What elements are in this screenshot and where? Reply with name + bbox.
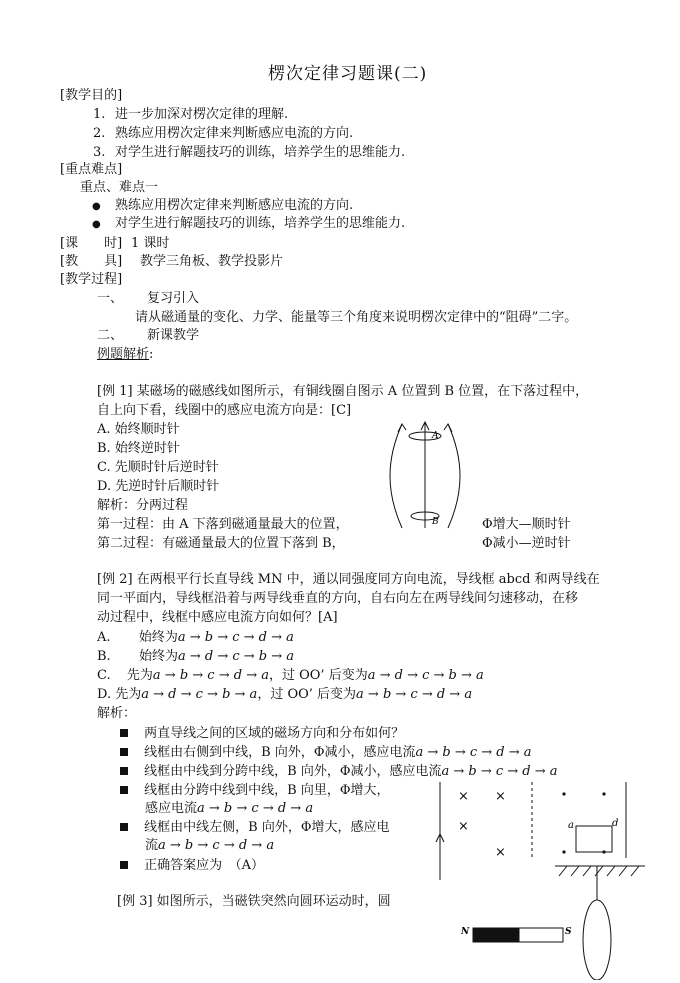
bar-magnet-north [473,928,519,942]
analysis-bullet-4-sequence: a → b → c → d → a [197,801,314,816]
bullet-dot-icon: ● [92,219,101,230]
page-title: 楞次定律习题课(二) [268,64,428,84]
square-bullet-icon [120,748,128,756]
example-2-option-d [97,687,472,703]
option-d-label: D. [97,687,112,702]
analysis-bullet-5-cont-text: 流 [145,838,159,853]
analysis-bullet-2-text: 线框由右侧到中线，B 向外，Φ减小，感应电流 [144,745,416,760]
analysis-bullet-5-sequence: a → b → c → d → a [158,838,275,853]
option-d-mid: ，过 OO’ 后变为 [257,687,357,702]
example-2-option-b [97,649,294,665]
section-purpose: [教学目的] [60,88,123,103]
analysis-bullet-3 [120,764,558,780]
field-into-mark: × [495,845,506,860]
period-value: 1 课时 [131,236,170,251]
option-c-sequence-2: a → d → c → b → a [367,668,484,683]
field-into-mark: × [458,819,469,834]
analysis-bullet-2 [120,745,532,761]
field-into-mark: × [495,789,506,804]
analysis-bullet-6 [120,858,264,874]
frame-label-d: d [612,818,619,829]
tools-label: [教 具] [60,254,123,269]
examples-heading [97,347,153,363]
example-2-option-a [97,630,294,646]
square-bullet-icon [120,767,128,775]
field-into-mark: × [458,789,469,804]
option-a-sequence: a → b → c → d → a [177,630,294,645]
example-1-analysis: 解析：分两过程 [97,498,189,513]
field-line-left [390,424,402,528]
example-1-line-1: [例 1] 某磁场的磁感线如图所示，有铜线圈自图示 A 位置到 B 位置，在下落过程中， [97,384,589,399]
magnet-label-n: N [461,927,470,937]
magnet-ring-figure [455,852,655,980]
option-b-text: 始终为 [138,649,178,664]
analysis-bullet-4 [120,783,389,799]
option-a-text: 始终为 [138,630,178,645]
example-1-line-2: 自上向下看，线圈中的感应电流方向是：[C] [97,403,352,418]
example-2-line-3: 动过程中，线框中感应电流方向如何？[A] [97,610,338,625]
tools-value: 教学三角板、教学投影片 [140,254,284,269]
section-key-points: [重点难点] [60,162,123,177]
field-out-dot [562,792,565,795]
field-lines-figure [380,420,470,532]
example-3-line-1: [例 3] 如图所示，当磁铁突然向圆环运动时，圆 [117,894,391,909]
example-1-option-b: B. 始终逆时针 [97,441,180,456]
key-item-1: 熟练应用楞次定律来判断感应电流的方向. [115,198,354,213]
metal-ring [583,900,611,980]
square-bullet-icon [120,729,128,737]
step-1-title: 复习引入 [147,291,200,306]
analysis-bullet-5-continued [145,838,274,854]
analysis-bullet-4-cont-text: 感应电流 [145,801,198,816]
section-process: [教学过程] [60,272,123,287]
bar-magnet-south [519,928,563,942]
square-bullet-icon [120,861,128,869]
analysis-bullet-1 [120,726,404,742]
analysis-bullet-4-continued [145,801,313,817]
frame-label-a: a [568,820,574,831]
square-bullet-icon [120,823,128,831]
purpose-num-2: 2. [93,126,106,141]
analysis-bullet-1-text: 两直导线之间的区域的磁场方向和分布如何？ [144,726,405,741]
option-c-text: 先为 [126,668,153,683]
purpose-item-3: 对学生进行解题技巧的训练，培养学生的思维能力. [115,145,406,160]
example-1-option-c: C. 先顺时针后逆时针 [97,460,219,475]
example-1-process-2-result: Φ减小—逆时针 [482,536,571,551]
option-c-label: C. [97,668,111,683]
step-1-text: 请从磁通量的变化、力学、能量等三个角度来说明楞次定律中的“阻碍”二字。 [135,310,578,325]
example-1-option-d: D. 先逆时针后顺时针 [97,479,220,494]
example-1-process-1-result: Φ增大—顺时针 [482,517,571,532]
bullet-dot-icon: ● [92,201,101,212]
analysis-bullet-3-sequence: a → b → c → d → a [441,764,558,779]
option-d-sequence-2: a → b → c → d → a [356,687,473,702]
purpose-item-2: 熟练应用楞次定律来判断感应电流的方向. [115,126,354,141]
purpose-num-3: 3. [93,145,106,160]
option-c-sequence-1: a → b → c → d → a [152,668,269,683]
examples-heading-text: 例题解析 [97,347,150,362]
square-bullet-icon [120,786,128,794]
examples-heading-colon: : [149,347,154,362]
analysis-bullet-4-text: 线框由分跨中线到中线，B 向里，Φ增大， [144,783,390,798]
magnet-label-s: S [565,927,572,937]
example-2-option-c [97,668,484,684]
option-c-mid: ，过 OO’ 后变为 [268,668,368,683]
example-1-option-a: A. 始终顺时针 [97,422,180,437]
option-a-label: A. [97,630,111,645]
wire-frame-abcd [576,826,612,852]
purpose-item-1: 进一步加深对楞次定律的理解. [115,107,289,122]
example-1-process-1: 第一过程：由 A 下落到磁通量最大的位置， [97,517,349,532]
analysis-bullet-5 [120,820,389,836]
step-1-number: 一、 [97,291,124,306]
period-label: [课 时] [60,236,123,251]
option-b-label: B. [97,649,111,664]
label-b: B [432,517,439,527]
field-line-right [448,424,460,528]
option-d-sequence-1: a → d → c → b → a [141,687,258,702]
option-b-sequence: a → d → c → b → a [177,649,295,664]
field-out-dot [602,792,605,795]
step-2-number: 二、 [97,328,124,343]
key-subheading: 重点、难点一 [80,180,159,195]
purpose-num-1: 1. [93,107,106,122]
option-d-text: 先为 [115,687,142,702]
label-a: A [432,431,439,441]
example-2-line-1: [例 2] 在两根平行长直导线 MN 中，通以同强度同方向电流，导线框 abcd 和两导线在 [97,572,600,587]
analysis-bullet-6-text: 正确答案应为 （A） [144,858,265,873]
example-1-process-2: 第二过程：有磁通量最大的位置下落到 B， [97,536,345,551]
analysis-bullet-3-text: 线框由中线到分跨中线，B 向外，Φ减小，感应电流 [144,764,442,779]
analysis-bullet-2-sequence: a → b → c → d → a [415,745,532,760]
example-2-line-2: 同一平面内，导线框沿着与两导线垂直的方向，自右向左在两导线间匀速移动，在移 [97,591,579,606]
analysis-bullet-5-text: 线框由中线左侧，B 向外，Φ增大，感应电 [144,820,390,835]
step-2-title: 新课教学 [147,328,200,343]
key-item-2: 对学生进行解题技巧的训练，培养学生的思维能力. [115,216,406,231]
example-2-analysis: 解析： [97,706,137,721]
